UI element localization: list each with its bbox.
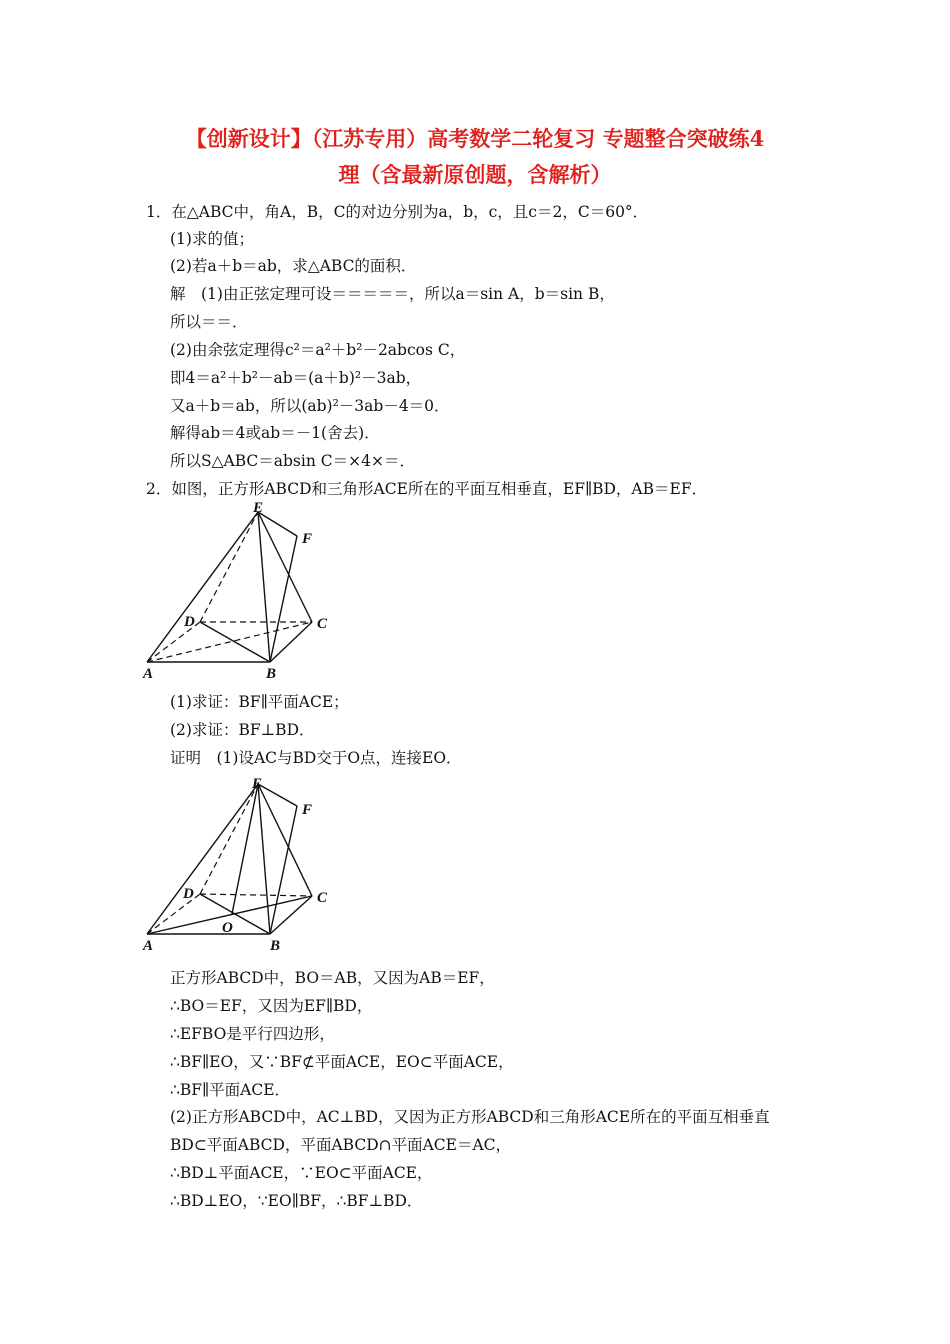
problem-1-part-1: (1)求的值； xyxy=(170,230,254,248)
vertex-label-e: E xyxy=(252,776,263,792)
solution-line: 又a＋b＝ab，所以(ab)²－3ab－4＝0． xyxy=(170,397,450,415)
solution-line: 所以S△ABC＝absin C＝×4×＝． xyxy=(170,452,415,470)
proof-line: ∴BD⊥EO，∵EO∥BF，∴BF⊥BD． xyxy=(170,1192,423,1210)
document-title-line-1: 【创新设计】（江苏专用）高考数学二轮复习 专题整合突破练4 xyxy=(185,126,765,151)
problem-2-part-2: (2)求证：BF⊥BD． xyxy=(170,721,315,739)
solution-line: 解 (1)由正弦定理可设＝＝＝＝＝，所以a＝sin A，b＝sin B， xyxy=(170,285,615,303)
vertex-label-a: A xyxy=(143,938,154,954)
document-title-line-2: 理（含最新原创题，含解析） xyxy=(338,162,612,187)
figure-2-solid xyxy=(140,772,340,957)
proof-line: BD⊂平面ABCD，平面ABCD∩平面ACE＝AC， xyxy=(170,1136,512,1154)
problem-2-statement: 2．如图，正方形ABCD和三角形ACE所在的平面互相垂直，EF∥BD，AB＝EF． xyxy=(146,480,708,498)
proof-line: ∴BO＝EF，又因为EF∥BD， xyxy=(170,997,373,1015)
vertex-label-f: F xyxy=(302,802,313,818)
proof-line: ∴EFBO是平行四边形， xyxy=(170,1025,335,1043)
proof-line: ∴BD⊥平面ACE，∵EO⊂平面ACE， xyxy=(170,1164,433,1182)
vertex-label-d: D xyxy=(183,886,194,902)
vertex-label-c: C xyxy=(317,890,328,906)
figure-1-solid xyxy=(140,498,340,683)
vertex-label-b: B xyxy=(270,938,281,954)
proof-line: 证明 (1)设AC与BD交于O点，连接EO． xyxy=(170,749,462,767)
proof-line: 正方形ABCD中，BO＝AB，又因为AB＝EF， xyxy=(170,969,495,987)
solution-line: 解得ab＝4或ab＝－1(舍去)． xyxy=(170,424,380,442)
proof-line: ∴BF∥平面ACE． xyxy=(170,1081,291,1099)
vertex-label-d: D xyxy=(184,614,195,630)
problem-1-part-2: (2)若a＋b＝ab，求△ABC的面积． xyxy=(170,257,417,275)
vertex-label-e: E xyxy=(253,500,264,516)
solution-line: (2)由余弦定理得c²＝a²＋b²－2abcos C， xyxy=(170,341,466,359)
problem-2-part-1: (1)求证：BF∥平面ACE； xyxy=(170,693,349,711)
point-label-o: O xyxy=(222,920,233,936)
vertex-label-b: B xyxy=(266,666,277,682)
proof-line: (2)正方形ABCD中，AC⊥BD，又因为正方形ABCD和三角形ACE所在的平面互相垂直 xyxy=(170,1108,770,1126)
solution-line: 所以＝＝． xyxy=(170,313,248,331)
vertex-label-f: F xyxy=(302,531,313,547)
vertex-label-a: A xyxy=(143,666,154,682)
solution-line: 即4＝a²＋b²－ab＝(a＋b)²－3ab， xyxy=(170,369,422,387)
problem-1-statement: 1．在△ABC中，角A，B，C的对边分别为a，b，c，且c＝2，C＝60°． xyxy=(146,203,649,221)
vertex-label-c: C xyxy=(317,616,328,632)
proof-line: ∴BF∥EO，又∵BF⊄平面ACE，EO⊂平面ACE， xyxy=(170,1053,514,1071)
